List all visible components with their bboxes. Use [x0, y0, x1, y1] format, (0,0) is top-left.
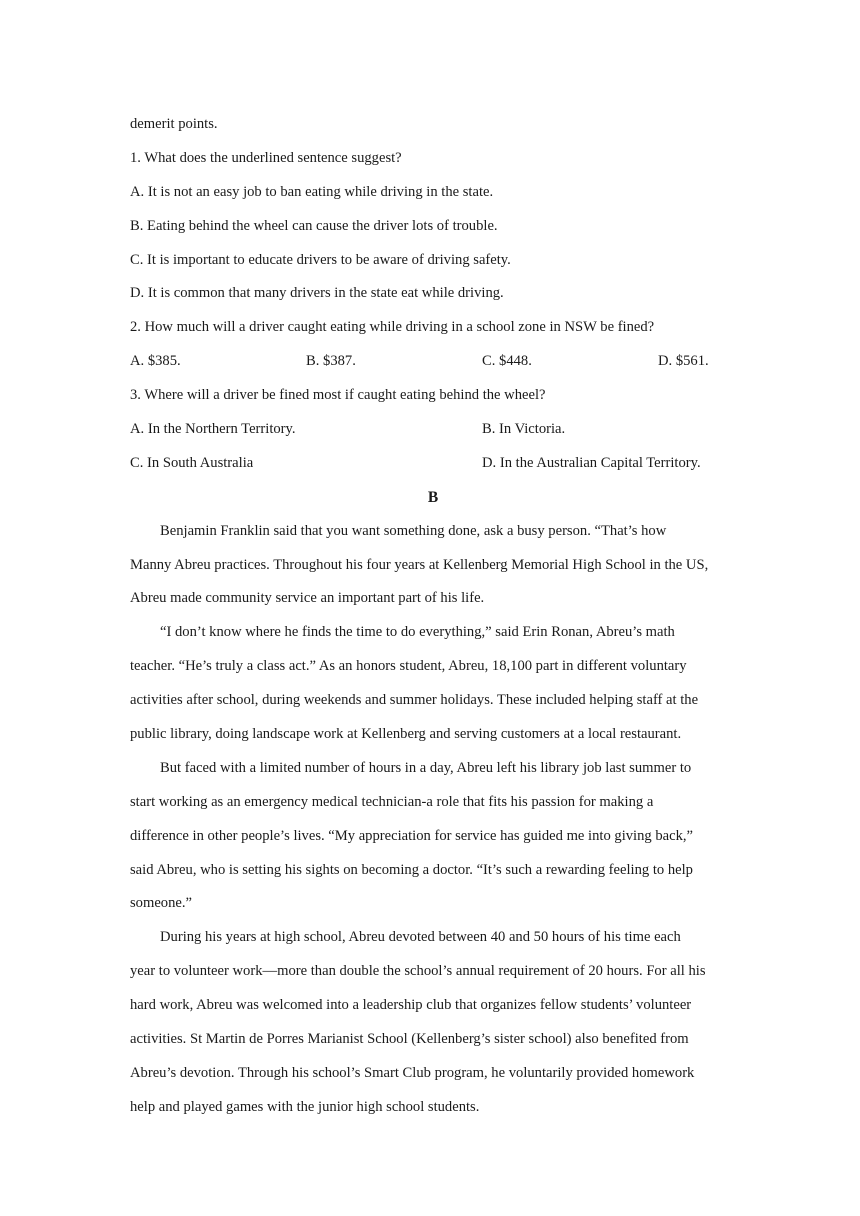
passage-line: activities after school, during weekends and summer holidays. These included helping staff at the	[130, 692, 699, 709]
passage-line: someone.”	[130, 895, 193, 912]
question-3-option-a: A. In the Northern Territory.	[130, 421, 296, 438]
question-1-stem: 1. What does the underlined sentence suggest?	[130, 149, 402, 166]
question-3-stem: 3. Where will a driver be fined most if caught eating behind the wheel?	[130, 387, 546, 404]
document-page	[130, 108, 736, 1125]
question-2-option-d: D. $561.	[658, 353, 709, 370]
passage-line: Manny Abreu practices. Throughout his four years at Kellenberg Memorial High School in the US,	[130, 556, 709, 573]
passage-line: difference in other people’s lives. “My appreciation for service has guided me into giving back,”	[130, 827, 694, 844]
passage-line: teacher. “He’s truly a class act.” As an honors student, Abreu, 18,100 part in different voluntary	[130, 658, 687, 675]
question-1-option-b: B. Eating behind the wheel can cause the driver lots of trouble.	[130, 217, 498, 234]
passage-line: Benjamin Franklin said that you want something done, ask a busy person. “That’s how	[160, 522, 667, 539]
question-2-option-b: B. $387.	[306, 353, 356, 370]
question-1-option-d: D. It is common that many drivers in the state eat while driving.	[130, 285, 504, 302]
question-3-option-d: D. In the Australian Capital Territory.	[482, 454, 701, 471]
passage-line: help and played games with the junior high school students.	[130, 1098, 480, 1115]
question-2-options	[130, 345, 736, 379]
passage-line: Abreu’s devotion. Through his school’s Smart Club program, he voluntarily provided homework	[130, 1064, 695, 1081]
passage-line: public library, doing landscape work at Kellenberg and serving customers at a local restaurant.	[130, 726, 682, 743]
question-2-stem: 2. How much will a driver caught eating while driving in a school zone in NSW be fined?	[130, 319, 655, 336]
passage-line: year to volunteer work—more than double the school’s annual requirement of 20 hours. For all his	[130, 963, 706, 980]
question-3-options-row-1	[130, 413, 736, 447]
question-3-option-c: C. In South Australia	[130, 454, 254, 471]
question-2-option-c: C. $448.	[482, 353, 532, 370]
question-2-option-a: A. $385.	[130, 353, 181, 370]
question-1-option-c: C. It is important to educate drivers to be aware of driving safety.	[130, 251, 511, 268]
passage-line: Abreu made community service an important part of his life.	[130, 590, 485, 607]
section-b-heading: B	[427, 488, 439, 506]
passage-line: “I don’t know where he finds the time to do everything,” said Erin Ronan, Abreu’s math	[160, 624, 675, 641]
passage-line: During his years at high school, Abreu devoted between 40 and 50 hours of his time each	[160, 929, 681, 946]
intro-tail-text: demerit points.	[130, 116, 218, 132]
question-3-option-b: B. In Victoria.	[482, 421, 566, 438]
question-1-option-a: A. It is not an easy job to ban eating while driving in the state.	[130, 183, 494, 200]
passage-line: hard work, Abreu was welcomed into a leadership club that organizes fellow students’ volunteer	[130, 997, 692, 1014]
question-3-options-row-2	[130, 447, 736, 481]
passage-line: activities. St Martin de Porres Marianist School (Kellenberg’s sister school) also benefited from	[130, 1031, 689, 1048]
passage-line: But faced with a limited number of hours in a day, Abreu left his library job last summer to	[160, 759, 692, 776]
passage-line: start working as an emergency medical technician-a role that fits his passion for making a	[130, 793, 654, 810]
passage-line: said Abreu, who is setting his sights on becoming a doctor. “It’s such a rewarding feeling to help	[130, 861, 693, 878]
